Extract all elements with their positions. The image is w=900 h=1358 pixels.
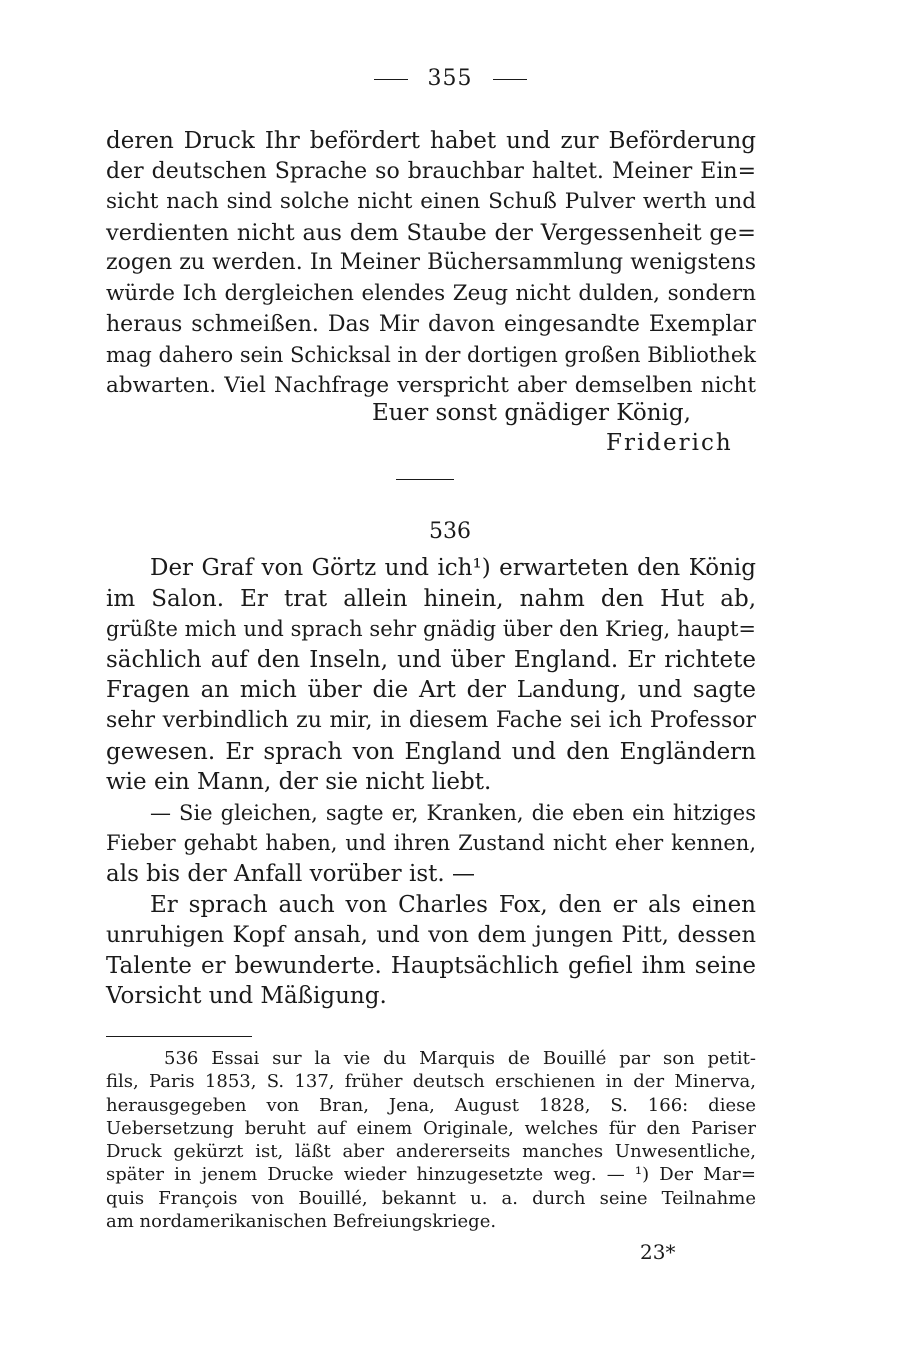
letter-closing: Euer sonst gnädiger König, <box>372 400 691 426</box>
entry-line: — Sie gleichen, sagte er, Kranken, die eben ein hitziges <box>150 800 756 825</box>
footnote-line: am nordamerikanischen Befreiungskriege. <box>106 1211 497 1233</box>
footnote-line: herausgegeben von Bran, Jena, August 1828, S. 166: diese <box>106 1094 756 1116</box>
entry-line: unruhigen Kopf ansah, und von dem jungen Pitt, dessen <box>106 922 756 949</box>
footnote-line: Druck gekürzt ist, läßt aber andererseits manches Unwesentliche, <box>106 1141 756 1163</box>
header-dash-left <box>374 79 408 80</box>
letter-line: deren Druck Ihr befördert habet und zur Beförderung <box>106 128 756 154</box>
entry-line: wie ein Mann, der sie nicht liebt. <box>106 769 492 796</box>
entry-line: im Salon. Er trat allein hinein, nahm den Hut ab, <box>106 585 756 612</box>
letter-line: sicht nach sind solche nicht einen Schuß Pulver werth und <box>106 189 756 215</box>
signature-mark: 23* <box>640 1240 676 1264</box>
entry-line: Er sprach auch von Charles Fox, den er als einen <box>150 891 756 918</box>
entry-line: Fragen an mich über die Art der Landung, und sagte <box>106 677 756 704</box>
header-dash-right <box>493 79 527 80</box>
footnote <box>106 1047 756 1233</box>
letter-line: würde Ich dergleichen elendes Zeug nicht dulden, sondern <box>106 280 756 306</box>
letter-line: der deutschen Sprache so brauchbar haltet. Meiner Ein= <box>106 158 756 184</box>
footnote-line: später in jenem Drucke wieder hinzugesetzte weg. — ¹) Der Mar= <box>106 1164 756 1186</box>
letter-line: heraus schmeißen. Das Mir davon eingesandte Exemplar <box>106 311 756 337</box>
entry-line: sehr verbindlich zu mir, in diesem Fache sei ich Professor <box>106 707 756 733</box>
footnote-line: 536 Essai sur la vie du Marquis de Bouillé par son petit- <box>164 1048 756 1069</box>
letter-line: abwarten. Viel Nachfrage verspricht aber demselben nicht <box>106 372 756 398</box>
entry-line: Der Graf von Görtz und ich¹) erwarteten den König <box>150 555 756 581</box>
entry-line: Fieber gehabt haben, und ihren Zustand nicht eher kennen, <box>106 831 756 856</box>
entry-line: sächlich auf den Inseln, und über England. Er richtete <box>106 646 756 673</box>
letter-text <box>106 126 756 401</box>
letter-line: mag dahero sein Schicksal in der dortigen großen Bibliothek <box>106 343 756 368</box>
entry-line: gewesen. Er sprach von England und den Engländern <box>106 738 756 765</box>
letter-signature: Friderich <box>606 430 733 456</box>
page-header <box>0 66 900 91</box>
entry-line: Talente er bewunderte. Hauptsächlich gefiel ihm seine <box>106 952 756 979</box>
letter-line: zogen zu werden. In Meiner Büchersammlung wenigstens <box>106 250 756 276</box>
page-number: 355 <box>427 66 473 91</box>
footnote-line: fils, Paris 1853, S. 137, früher deutsch erschienen in der Minerva, <box>106 1071 756 1093</box>
footnote-line: Uebersetzung beruht auf einem Originale, welches für den Pariser <box>106 1117 756 1139</box>
section-divider <box>396 479 454 480</box>
entry-text <box>106 553 756 1012</box>
letter-line: verdienten nicht aus dem Staube der Vergessenheit ge= <box>106 219 756 246</box>
entry-line: als bis der Anfall vorüber ist. — <box>106 860 475 887</box>
footnote-line: quis François von Bouillé, bekannt u. a. durch seine Teilnahme <box>106 1187 756 1209</box>
entry-line: grüßte mich und sprach sehr gnädig über den Krieg, haupt= <box>106 617 756 642</box>
entry-line: Vorsicht und Mäßigung. <box>106 983 387 1010</box>
entry-number: 536 <box>429 519 471 544</box>
footnote-rule <box>106 1036 252 1037</box>
